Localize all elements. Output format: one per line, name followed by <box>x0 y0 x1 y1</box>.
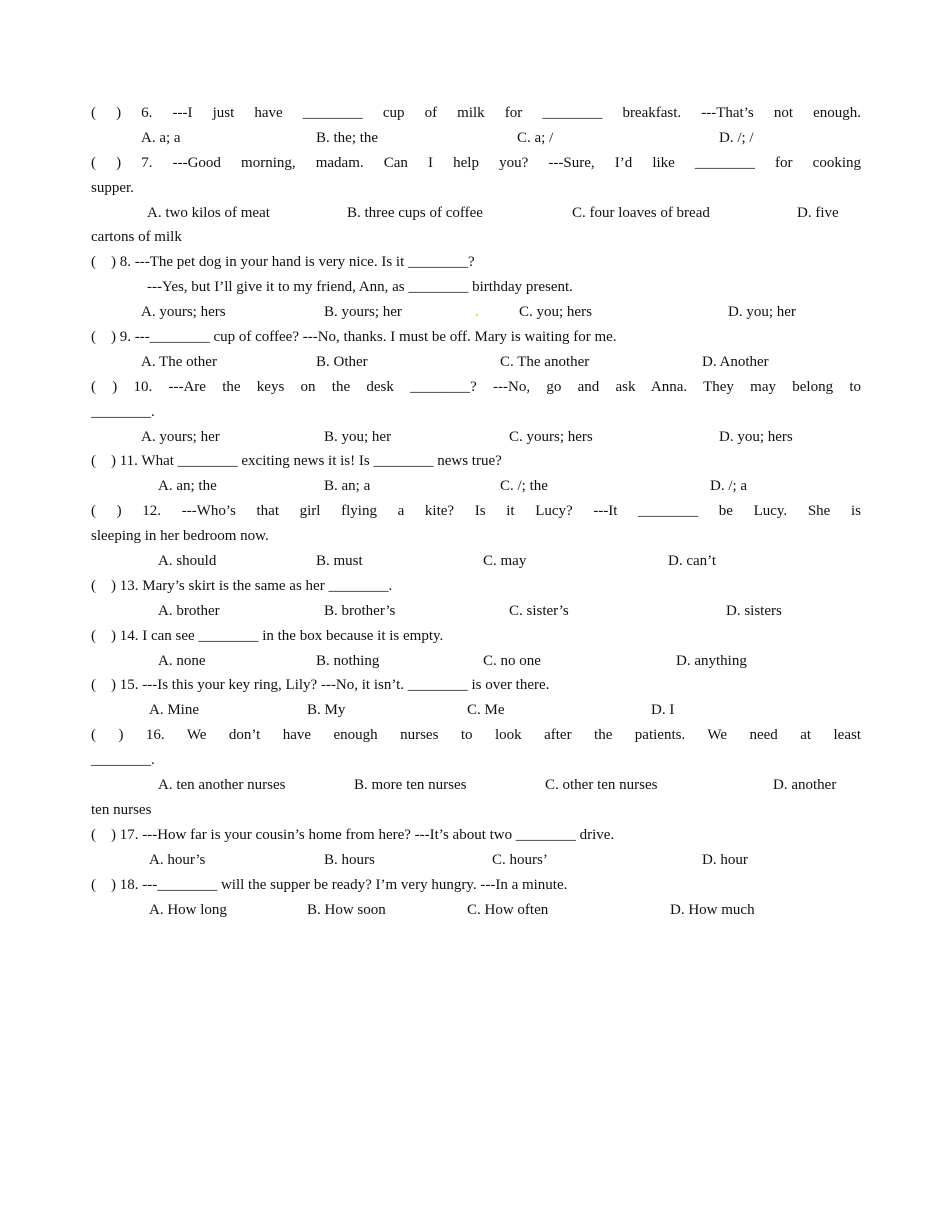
option-c: C. /; the <box>500 478 548 495</box>
option-a: A. The other <box>141 353 217 370</box>
question-14 <box>91 624 861 674</box>
options-row <box>91 898 861 923</box>
question-6 <box>91 101 861 151</box>
option-c: C. no one <box>483 652 541 669</box>
option-a: A. an; the <box>158 478 217 495</box>
question-10 <box>91 375 861 450</box>
options-row <box>91 126 861 151</box>
option-b: B. hours <box>324 851 375 868</box>
option-c: C. How often <box>467 901 549 918</box>
question-text: ( ) 7. ---Good morning, madam. Can I help you? ---Sure, I’d like ________ for cooking <box>91 154 861 171</box>
option-c: C. may <box>483 553 527 570</box>
option-wrap: ten nurses <box>91 801 152 818</box>
option-c: C. The another <box>500 353 590 370</box>
option-b: B. Other <box>316 353 368 370</box>
question-text: ( ) 10. ---Are the keys on the desk ________? ---No, go and ask Anna. They may belong to <box>91 378 861 395</box>
option-a: A. ten another nurses <box>158 777 286 794</box>
option-c: C. you; hers <box>519 304 592 321</box>
question-text: ( ) 17. ---How far is your cousin’s home from here? ---It’s about two ________ drive. <box>91 826 615 843</box>
option-d: D. sisters <box>726 602 782 619</box>
question-text: ( ) 14. I can see ________ in the box because it is empty. <box>91 627 444 644</box>
option-c: C. hours’ <box>492 851 548 868</box>
option-b: B. My <box>307 702 346 719</box>
option-a: A. a; a <box>141 129 181 146</box>
question-text: ( ) 6. ---I just have ________ cup of milk for ________ breakfast. ---That’s not enough. <box>91 105 861 121</box>
option-d: D. another <box>773 777 837 794</box>
option-d: D. anything <box>676 652 747 669</box>
option-b: B. How soon <box>307 901 386 918</box>
options-row <box>91 201 861 226</box>
question-12 <box>91 499 861 574</box>
option-d: D. can’t <box>668 553 717 570</box>
question-text: ( ) 13. Mary’s skirt is the same as her ________. <box>91 577 393 594</box>
question-text: ( ) 15. ---Is this your key ring, Lily? ---No, it isn’t. ________ is over there. <box>91 677 550 694</box>
question-text-continued: ________. <box>91 752 155 769</box>
options-row <box>91 848 861 873</box>
option-a: A. yours; hers <box>141 304 226 321</box>
option-d: D. hour <box>702 851 748 868</box>
option-a: A. two kilos of meat <box>147 204 270 221</box>
options-row <box>91 300 861 325</box>
option-c: C. yours; hers <box>509 428 593 445</box>
options-row <box>91 350 861 375</box>
question-7 <box>91 151 861 251</box>
options-row <box>91 474 861 499</box>
option-d: D. How much <box>670 901 755 918</box>
option-d: D. five <box>797 204 839 221</box>
question-15 <box>91 673 861 723</box>
question-18 <box>91 873 861 923</box>
option-a: A. Mine <box>149 702 199 719</box>
option-b: B. three cups of coffee <box>347 204 483 221</box>
option-a: A. none <box>158 652 206 669</box>
stray-mark: . <box>475 304 479 321</box>
option-c: C. other ten nurses <box>545 777 658 794</box>
option-d: D. I <box>651 702 675 719</box>
option-c: C. Me <box>467 702 505 719</box>
option-b: B. more ten nurses <box>354 777 467 794</box>
question-17 <box>91 823 861 873</box>
question-13 <box>91 574 861 624</box>
option-d: D. you; hers <box>719 428 793 445</box>
option-c: C. a; / <box>517 129 554 146</box>
option-b: B. brother’s <box>324 602 396 619</box>
option-d: D. /; / <box>719 129 754 146</box>
options-row <box>91 649 861 674</box>
option-b: B. the; the <box>316 129 379 146</box>
options-row <box>91 549 861 574</box>
question-text: ( ) 18. ---________ will the supper be ready? I’m very hungry. ---In a minute. <box>91 876 568 893</box>
option-b: B. you; her <box>324 428 392 445</box>
exercise-sheet <box>91 101 861 922</box>
question-text: ( ) 16. We don’t have enough nurses to look after the patients. We need at least <box>91 727 861 744</box>
question-9 <box>91 325 861 375</box>
question-8 <box>91 250 861 325</box>
question-text-continued: sleeping in her bedroom now. <box>91 528 269 545</box>
option-d: D. Another <box>702 353 769 370</box>
question-text-continued: supper. <box>91 179 134 196</box>
option-d: D. /; a <box>710 478 748 495</box>
question-text: ( ) 11. What ________ exciting news it is! Is ________ news true? <box>91 453 502 470</box>
option-a: A. How long <box>149 901 227 918</box>
question-11 <box>91 449 861 499</box>
option-b: B. yours; her <box>324 304 402 321</box>
question-16 <box>91 723 861 823</box>
option-d: D. you; her <box>728 304 796 321</box>
question-text-continued: ________. <box>91 403 155 420</box>
option-b: B. must <box>316 553 363 570</box>
question-text-continued: ---Yes, but I’ll give it to my friend, Ann, as ________ birthday present. <box>147 279 573 296</box>
option-a: A. yours; her <box>141 428 220 445</box>
option-a: A. brother <box>158 602 220 619</box>
option-a: A. hour’s <box>149 851 206 868</box>
question-text: ( ) 9. ---________ cup of coffee? ---No, thanks. I must be off. Mary is waiting for me. <box>91 329 617 346</box>
option-wrap: cartons of milk <box>91 229 182 246</box>
option-b: B. nothing <box>316 652 380 669</box>
option-b: B. an; a <box>324 478 371 495</box>
question-text: ( ) 12. ---Who’s that girl flying a kite? Is it Lucy? ---It ________ be Lucy. She is <box>91 503 861 520</box>
options-row <box>91 698 861 723</box>
option-a: A. should <box>158 553 217 570</box>
option-c: C. sister’s <box>509 602 569 619</box>
options-row <box>91 425 861 450</box>
option-c: C. four loaves of bread <box>572 204 710 221</box>
options-row <box>91 773 861 798</box>
question-text: ( ) 8. ---The pet dog in your hand is very nice. Is it ________? <box>91 254 475 271</box>
options-row <box>91 599 861 624</box>
